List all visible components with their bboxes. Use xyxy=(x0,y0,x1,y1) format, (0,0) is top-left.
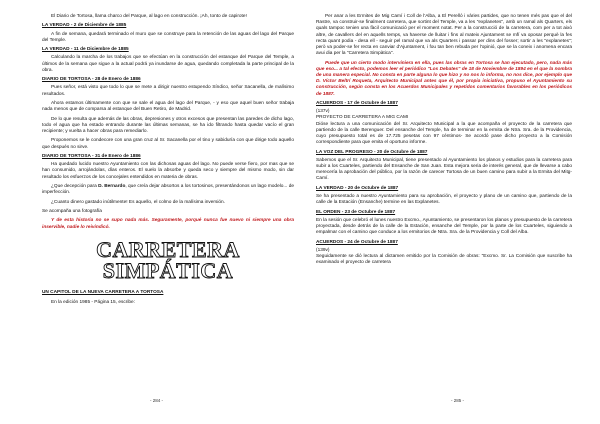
paragraph: De lo que resulta que además de las obras, depresiones y otros excesos que presentan las paredes de dicho lago, todo el agua que ha estado entrando durante las últimas semanas, se ha ido filtrando hasta quedar vacío el gran recipiente; y vuelta a hacer obras para remediarlo. xyxy=(42,116,294,134)
chapter-subtitle: UN CAPITOL DE LA NUEVA CARRETERA A TORTOSA xyxy=(42,289,164,295)
paragraph: El Diario de Tortosa, llama charco del Parque, al lago en construcción. ¡Ah, tonto de capirote! xyxy=(51,14,247,19)
paragraph: En la edición 1985 - Página 15, escribe: xyxy=(51,299,135,305)
page-number-left: - 284 - xyxy=(150,398,164,403)
record-block xyxy=(316,109,572,146)
paragraph: Proponemos se le condecore con una gran cruz al Sr. Sacanella por el tino y sabiduría con que dirige todo aquello que después no sirve. xyxy=(42,138,294,150)
paragraph: Calculando la marcha de los trabajos que se efectúan en la construcción del estanque del Parque del Temple, a últimos de la semana que sigue a la actual podrá ya inundarse de agua, quedando completada la parte principal de la obra. xyxy=(42,55,294,73)
section-heading: LA VERDAD - 20 de Octubre de 1887 xyxy=(316,185,399,191)
section-heading: LA VERDAD - 11 de Diciembre de 1885 xyxy=(42,47,129,53)
record-title: PROYECTO DE CARRETERA A MIG CAMI xyxy=(316,115,409,121)
paragraph xyxy=(42,184,294,196)
section-heading: LA VOZ DEL PROGRESO - 20 de Octubre de 1887 xyxy=(316,149,428,155)
paragraph: Pues señor, está visto que todo lo que se mete a dirigir nuestro estupendo Síndico, señor Sacanella, de malísimo resultados. xyxy=(42,85,294,97)
section-heading: EL ORDEN - 23 de Octubre de 1887 xyxy=(316,209,396,215)
chapter-title xyxy=(42,236,294,283)
red-commentary: Puede que un cierto modo interviniera en ella, pues las obras en Tortosa se han ejecutado, pero, nada más que eso... a tal efecto, podemos leer el periódico "Los Debates" de 18 de Noviembre de 1894 en el que la nombra de una manera especial. No consta en parte alguna lo que hizo y no nos lo informa, no nos dice, por ejemplo que D. Víctor Beltrí Roqueta, Arquitecto Municipal antes que él, por propia iniciativa, propuso el Ayuntamiento su construcción, según consta en los Acuerdos Municipales y repetidos comentarios favorables en los periódicos de 1887. xyxy=(316,60,572,97)
paragraph: Se ha presentado a nuestro Ayuntamiento para su aprobación, el proyecto y plano de un camino que, partiendo de la calle de la Estación (Ensanche) termine en las Explanetes. xyxy=(316,194,572,206)
paragraph: Sabemos que el Sr. Arquitecto Municipal, tiene presentado al Ayuntamiento los planos y estudios para la carretera para subir a los Cuarteles, partiendo del Ensanche de San Juan. Esta mejora seria de interés general, que de llevarse a cabo merecería la aprobación del público, por la razón de carecer Tortosa de un buen camino para subir a la Ermita del Mitg-Camí. xyxy=(316,157,572,182)
record-block xyxy=(316,248,572,267)
section-heading: LA VERDAD - 2 de Diciembre de 1885 xyxy=(42,23,127,29)
paragraph: Ahora estamos últimamente con que se sale el agua del lago del Parque, - y eso que aquel buen señor trabaja nada menos que de comparsa al estanque del Buen Retiro, de Madrid. xyxy=(42,100,294,113)
right-page-column xyxy=(316,14,572,270)
paragraph: Dióse lectura a una comunicación del Sr. Arquitecto Municipal a la que acompaña el proyecto de la carretera que partiendo de la calle Berenguer. Del ensanche del Temple, ha de terminar en la ermita de Ntra. Sra. de la Providencia, cuyo presupuesto total es de 17.725 pesetas con 97 céntimos- Se acordó pase dicho proyecto a la Comisión correspondiente para que emita el oportuno informe. xyxy=(316,121,572,146)
section-heading: DIARIO DE TORTOSA - 28 de Enero de 1886 xyxy=(42,77,141,83)
page-number-right: - 285 - xyxy=(451,398,465,403)
paragraph: ¿Cuanto dinero gastado inútilmente! Es aquello, el colmo de la malísima inversión. xyxy=(51,199,225,205)
chapter-title-line: CARRETERA xyxy=(96,236,240,262)
red-commentary: Y de esta historia no se supo nada más. Seguramente, porqué nunca fue nuevo ni siempre una obra inservible, nadie lo reivindicó. xyxy=(42,218,294,230)
section-heading: ACUERDOS - 17 de Octubre de 1887 xyxy=(316,101,398,107)
record-ref: (137v) xyxy=(316,109,330,115)
paragraph: Per anar a les Ermites de Mig Camí i Coll de l'Alba, a El Perelló i vàries partides, que no tenen més pas que el del Rastre, va construir-se finalment carretera, que sortint del Temple, va a les "explanetes", amb un ramal als Quarters, els quals tampoc tenien una fàcil comunicació per el moment notat. Per a la construcció de la carretera, com per a tot això altre, de cavallers del en aquells temps, va haverse de lluitar i fins al mateix Ajuntament se mfí va oposar perquè la fes recta quant podia - desa ell - seguir pel ramal que va als Quarters i passar per dins del fosser; sortir a les "explanetes"; però va poder-se fer recta en canviar d'Ajuntament, i fou tan ben rebuda per l'opinió, que se la coneix i anomena encara avui dia per la "Carretera Simpàtica". xyxy=(316,14,572,57)
text-run: ¿Que decepción para xyxy=(51,183,99,189)
text-run: , que creía dejar absortos a los tortosinos, presentándonos un lago modelo... de imperfección. xyxy=(42,183,295,196)
chapter-title-line: SIMPÁTICA xyxy=(102,257,234,283)
section-heading: DIARIO DE TORTOSA - 31 de Enero de 1886 xyxy=(42,153,141,159)
paragraph: Seguidamente se dió lectura al dictamen emitido por la Comisión de obras: "Excmo. Sr. La Comisión que suscribe ha examinado el proyecto de carretera xyxy=(316,254,572,266)
section-heading: ACUERDOS - 24 de Octubre de 1887 xyxy=(316,239,398,245)
left-page-column xyxy=(42,14,294,309)
record-ref: (139v) xyxy=(316,247,330,253)
paragraph: En la sesión que celebró el lunes nuestro Excmo., Ayuntamiento, se presentaron los planos y presupuesto de la carretera proyectada, desde detrás de la calle de la Estación, ensanche del Temple, por la parte de los Cuarteles, siguiendo a empalmar con el camino que conduce a los ermitorios de Ntra. Sra. de la Providencia y Coll del Alba. xyxy=(316,217,572,236)
paragraph: A fin de semana, quedará terminado el muro que se construye para la retención de las aguas del lago del Parque del Temple. xyxy=(42,31,294,43)
paragraph: Ha quedado lucido nuestro Ayuntamiento con las dichosas aguas del lago. No puede verse fiero, por mas que se han consumido, arrojándolas, días enteros. El suelo la absorbe y queda seco y siempre del mismo modo, sin dar resultado los esfuerzos de los concejales entendidos en materia de obras. xyxy=(42,162,294,180)
bold-name: D. Bernardo xyxy=(98,183,126,189)
paragraph: Se acompaña una fotografía xyxy=(42,208,102,214)
